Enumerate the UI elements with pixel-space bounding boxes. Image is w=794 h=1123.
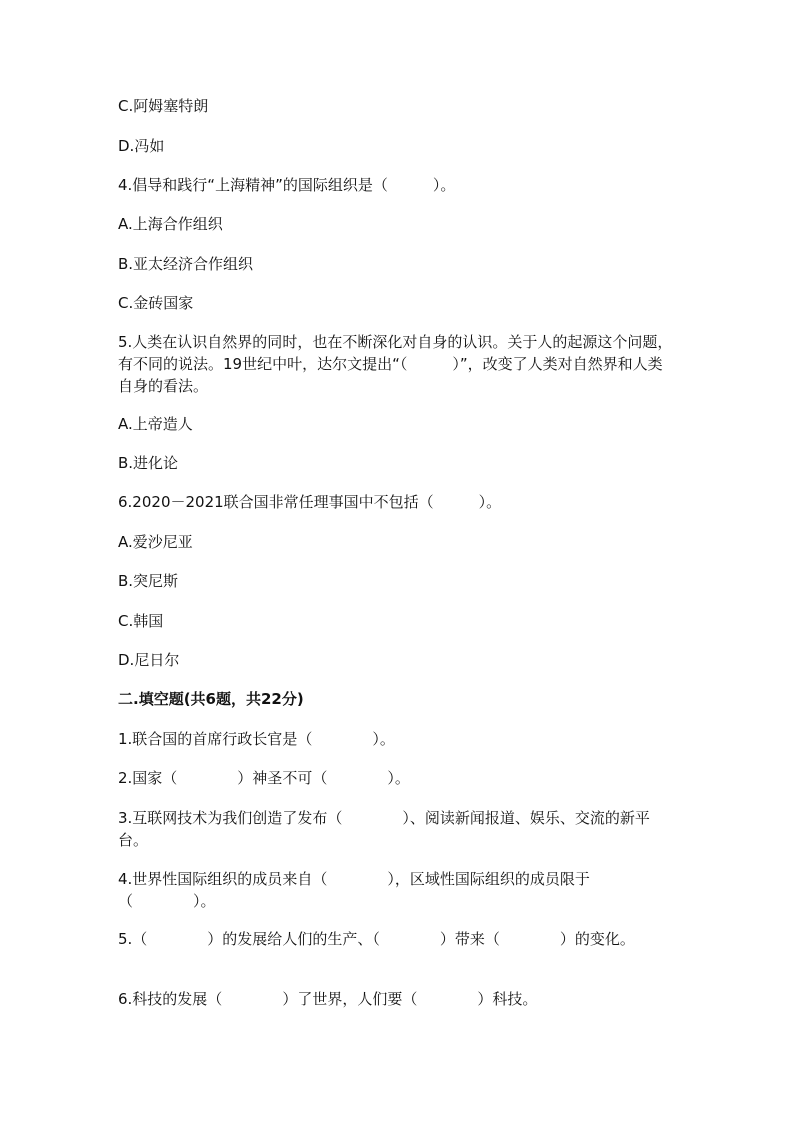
q4-option-b: B.亚太经济合作组织	[118, 255, 254, 273]
fill-item-2: 2.国家（ ）神圣不可（ ）。	[118, 769, 410, 787]
q5-option-a: A.上帝造人	[118, 415, 193, 433]
q4-option-c: C.金砖国家	[118, 294, 194, 312]
q6-stem: 6.2020－2021联合国非常任理事国中不包括（ ）。	[118, 493, 502, 511]
fill-item-6: 6.科技的发展（ ）了世界，人们要（ ）科技。	[118, 990, 538, 1008]
q3-option-c: C.阿姆塞特朗	[118, 97, 209, 115]
section2-heading: 二.填空题(共6题，共22分)	[118, 690, 304, 708]
q5-option-b: B.进化论	[118, 454, 179, 472]
fill-item-1: 1.联合国的首席行政长官是（ ）。	[118, 730, 395, 748]
q6-option-b: B.突尼斯	[118, 572, 179, 590]
q6-option-d: D.尼日尔	[118, 651, 180, 669]
q6-option-c: C.韩国	[118, 612, 164, 630]
q6-option-a: A.爱沙尼亚	[118, 533, 193, 551]
q4-stem: 4.倡导和践行“上海精神”的国际组织是（ ）。	[118, 176, 456, 194]
q3-option-d: D.冯如	[118, 137, 165, 155]
fill-item-4: 4.世界性国际组织的成员来自（ ），区域性国际组织的成员限于（ ）。	[118, 870, 590, 910]
q5-stem: 5.人类在认识自然界的同时，也在不断深化对自身的认识。关于人的起源这个问题，有不同的说法。19世纪中叶，达尔文提出“（ ）”，改变了人类对自然界和人类自身的看法。	[118, 333, 673, 395]
fill-item-5: 5.（ ）的发展给人们的生产、（ ）带来（ ）的变化。	[118, 930, 635, 948]
q4-option-a: A.上海合作组织	[118, 215, 223, 233]
fill-item-3: 3.互联网技术为我们创造了发布（ ）、阅读新闻报道、娱乐、交流的新平台。	[118, 809, 650, 849]
